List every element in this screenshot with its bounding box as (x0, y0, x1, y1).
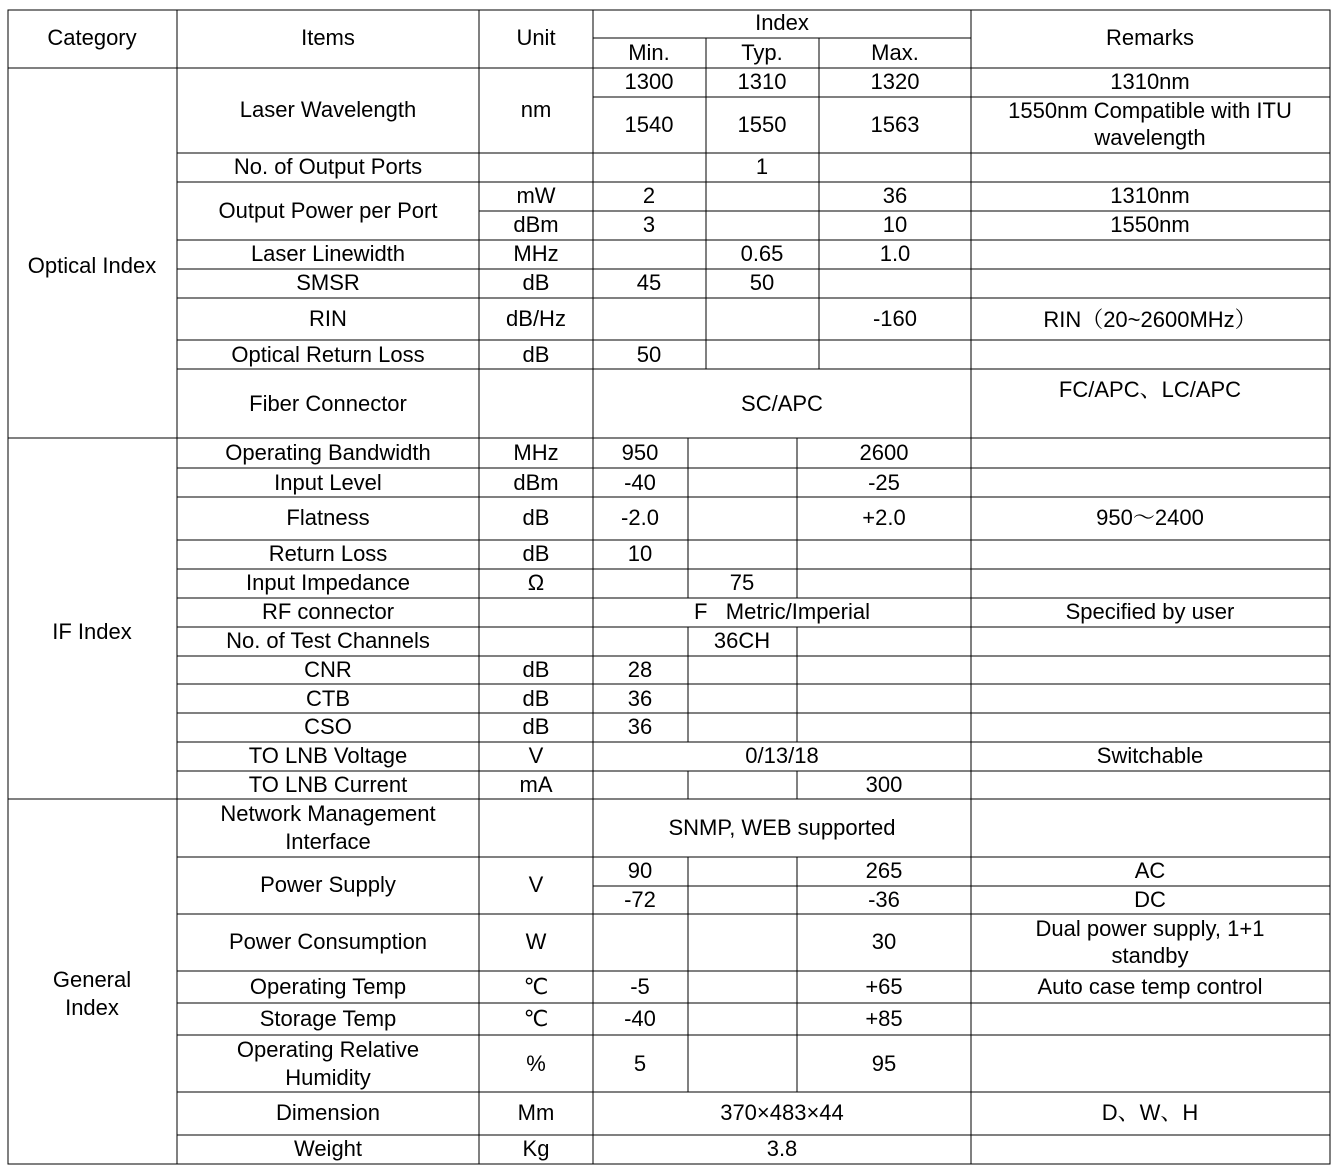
value-weight: 3.8 (766, 1135, 798, 1161)
item-dimension: Dimension (276, 1099, 380, 1125)
item-cso: CSO (304, 713, 352, 739)
unit-power-supply: V (528, 871, 544, 897)
unit-if-return-loss: dB (522, 540, 550, 566)
item-test-channels: No. of Test Channels (226, 627, 430, 653)
item-rin: RIN (309, 305, 347, 331)
item-impedance: Input Impedance (246, 569, 410, 595)
min-optical-return-loss: 50 (636, 341, 662, 367)
max-bandwidth: 2600 (859, 439, 909, 465)
max-lnb-current: 300 (865, 771, 903, 797)
typ-test-channels: 36CH (713, 627, 771, 653)
typ-wavelength-1: 1310 (737, 68, 787, 94)
header-typ: Typ. (741, 39, 783, 65)
unit-smsr: dB (522, 269, 550, 295)
item-consumption: Power Consumption (228, 928, 428, 954)
remark-rf-connector: Specified by user (1065, 598, 1235, 624)
category-general-line1: General (52, 966, 132, 992)
min-humidity: 5 (633, 1050, 647, 1076)
item-humidity-line1: Operating Relative (236, 1036, 420, 1062)
remark-consumption-line1: Dual power supply, 1+1 (1035, 915, 1265, 941)
item-nms-line1: Network Management (220, 800, 436, 826)
value-rf-connector: F Metric/Imperial (693, 598, 871, 624)
item-linewidth: Laser Linewidth (250, 240, 406, 266)
remark-lnb-voltage: Switchable (1096, 742, 1204, 768)
min-power-supply-2: -72 (624, 886, 656, 912)
item-power-supply: Power Supply (260, 871, 396, 897)
remark-power-supply-1: AC (1134, 857, 1166, 883)
value-dimension: 370×483×44 (720, 1099, 844, 1125)
item-output-ports: No. of Output Ports (233, 153, 423, 179)
min-if-return-loss: 10 (627, 540, 653, 566)
header-category: Category (47, 24, 137, 50)
unit-output-power-2: dBm (513, 211, 559, 237)
item-humidity-line2: Humidity (285, 1064, 371, 1090)
unit-bandwidth: MHz (513, 439, 559, 465)
value-lnb-voltage: 0/13/18 (745, 742, 819, 768)
item-if-return-loss: Return Loss (268, 540, 388, 566)
min-power-supply-1: 90 (627, 857, 653, 883)
item-ctb: CTB (306, 685, 350, 711)
value-fiber-connector: SC/APC (741, 390, 823, 416)
header-remarks: Remarks (1105, 24, 1195, 50)
min-wavelength-2: 1540 (624, 111, 674, 137)
unit-linewidth: MHz (513, 240, 559, 266)
max-linewidth: 1.0 (879, 240, 911, 266)
item-op-temp: Operating Temp (249, 973, 407, 999)
remark-wavelength-2b: wavelength (1094, 124, 1206, 150)
min-smsr: 45 (636, 269, 662, 295)
unit-humidity: % (526, 1050, 546, 1076)
min-output-power-2: 3 (642, 211, 656, 237)
min-cso: 36 (627, 713, 653, 739)
min-ctb: 36 (627, 685, 653, 711)
unit-dimension: Mm (517, 1099, 555, 1125)
item-output-power: Output Power per Port (218, 197, 438, 223)
max-rin: -160 (872, 305, 918, 331)
max-wavelength-2: 1563 (870, 111, 920, 137)
max-consumption: 30 (871, 928, 897, 954)
unit-weight: Kg (522, 1135, 550, 1161)
remark-consumption-line2: standby (1111, 942, 1189, 968)
header-unit: Unit (516, 24, 556, 50)
typ-impedance: 75 (729, 569, 755, 595)
max-wavelength-1: 1320 (870, 68, 920, 94)
unit-storage-temp: ℃ (523, 1005, 549, 1031)
unit-lnb-voltage: V (528, 742, 544, 768)
min-output-power-1: 2 (642, 182, 656, 208)
unit-op-temp: ℃ (523, 973, 549, 999)
min-cnr: 28 (627, 656, 653, 682)
item-optical-return-loss: Optical Return Loss (231, 341, 425, 367)
unit-flatness: dB (522, 504, 550, 530)
remark-flatness: 950～2400 (1096, 504, 1204, 530)
max-power-supply-2: -36 (868, 886, 900, 912)
min-input-level: -40 (624, 469, 656, 495)
max-power-supply-1: 265 (865, 857, 903, 883)
remark-output-power-2: 1550nm (1110, 211, 1190, 237)
item-flatness: Flatness (286, 504, 370, 530)
item-fiber-connector: Fiber Connector (249, 390, 407, 416)
header-index: Index (755, 9, 809, 35)
remark-wavelength-2a: 1550nm Compatible with ITU (1008, 97, 1292, 123)
max-output-power-1: 36 (882, 182, 908, 208)
item-laser-wavelength: Laser Wavelength (239, 96, 417, 122)
min-wavelength-1: 1300 (624, 68, 674, 94)
typ-wavelength-2: 1550 (737, 111, 787, 137)
typ-linewidth: 0.65 (740, 240, 784, 266)
unit-input-level: dBm (513, 469, 559, 495)
remark-op-temp: Auto case temp control (1037, 973, 1263, 999)
typ-output-ports: 1 (755, 153, 769, 179)
max-flatness: +2.0 (862, 504, 906, 530)
item-storage-temp: Storage Temp (259, 1005, 397, 1031)
unit-ctb: dB (522, 685, 550, 711)
unit-consumption: W (525, 928, 547, 954)
typ-smsr: 50 (749, 269, 775, 295)
remark-dimension: D、W、H (1101, 1099, 1199, 1125)
remark-rin: RIN（20~2600MHz） (1043, 306, 1257, 332)
min-storage-temp: -40 (624, 1005, 656, 1031)
item-lnb-current: TO LNB Current (248, 771, 408, 797)
item-lnb-voltage: TO LNB Voltage (248, 742, 408, 768)
value-nms: SNMP, WEB supported (668, 814, 896, 840)
unit-output-power-1: mW (516, 182, 556, 208)
max-storage-temp: +85 (865, 1005, 903, 1031)
max-op-temp: +65 (865, 973, 903, 999)
min-op-temp: -5 (630, 973, 650, 999)
item-smsr: SMSR (296, 269, 360, 295)
remark-power-supply-2: DC (1134, 886, 1166, 912)
max-input-level: -25 (868, 469, 900, 495)
item-bandwidth: Operating Bandwidth (225, 439, 431, 465)
max-humidity: 95 (871, 1050, 897, 1076)
item-input-level: Input Level (274, 469, 382, 495)
category-optical: Optical Index (27, 252, 157, 278)
remark-wavelength-1: 1310nm (1110, 68, 1190, 94)
item-nms-line2: Interface (285, 828, 371, 854)
category-if: IF Index (52, 618, 132, 644)
header-items: Items (301, 24, 355, 50)
unit-optical-return-loss: dB (522, 341, 550, 367)
remark-fiber-connector: FC/APC、LC/APC (1058, 376, 1242, 402)
remark-output-power-1: 1310nm (1110, 182, 1190, 208)
min-flatness: -2.0 (621, 504, 659, 530)
unit-laser-wavelength: nm (520, 96, 552, 122)
header-min: Min. (628, 39, 670, 65)
unit-lnb-current: mA (519, 771, 553, 797)
unit-rin: dB/Hz (506, 305, 566, 331)
unit-impedance: Ω (527, 569, 545, 595)
category-general-line2: Index (65, 994, 119, 1020)
unit-cnr: dB (522, 656, 550, 682)
header-max: Max. (871, 39, 919, 65)
min-bandwidth: 950 (621, 439, 659, 465)
item-cnr: CNR (304, 656, 352, 682)
max-output-power-2: 10 (882, 211, 908, 237)
item-weight: Weight (293, 1135, 363, 1161)
item-rf-connector: RF connector (261, 598, 395, 624)
unit-cso: dB (522, 713, 550, 739)
